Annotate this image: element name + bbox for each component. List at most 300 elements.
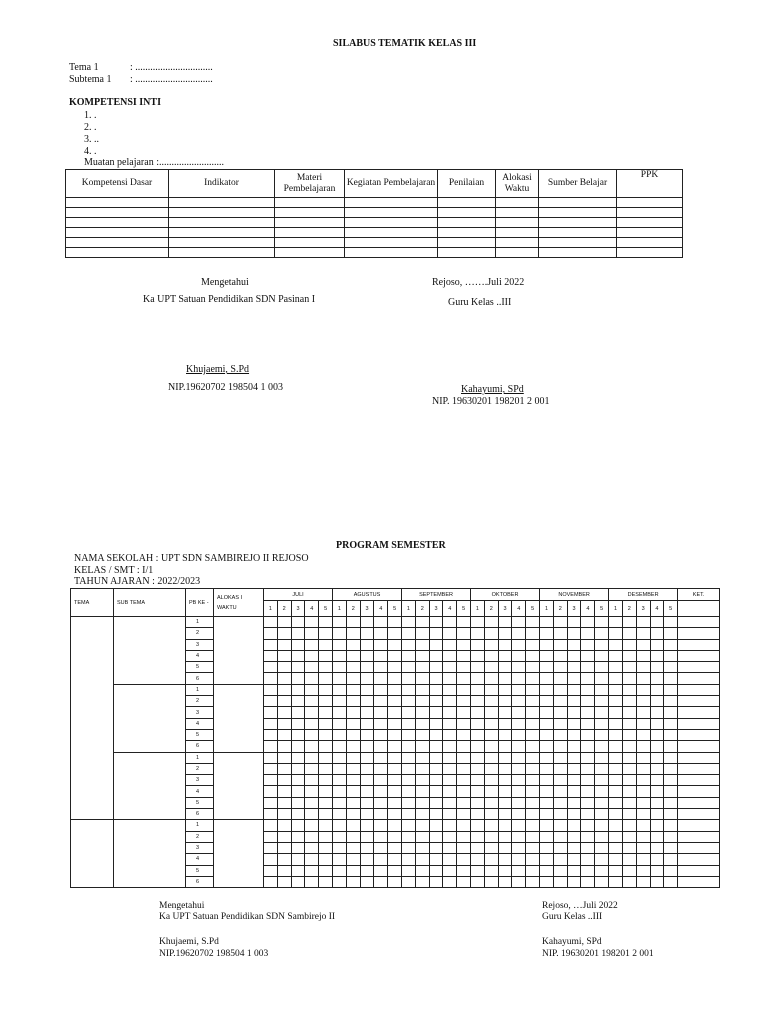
silabus-row <box>66 218 683 228</box>
week-cell <box>512 639 526 650</box>
week-cell <box>498 763 512 774</box>
week-cell <box>595 628 609 639</box>
week-cell <box>443 854 457 865</box>
week-cell <box>664 809 678 820</box>
col-tema: TEMA <box>71 589 114 617</box>
week-cell <box>402 650 416 661</box>
week-cell <box>540 650 554 661</box>
week-cell <box>333 696 347 707</box>
week-cell <box>360 696 374 707</box>
silabus-cell <box>438 218 496 228</box>
week-cell <box>457 854 471 865</box>
week-cell <box>484 684 498 695</box>
week-cell <box>429 820 443 831</box>
week-cell <box>291 752 305 763</box>
week-cell <box>388 797 402 808</box>
week-cell <box>402 865 416 876</box>
week-cell <box>553 842 567 853</box>
pb-number: 4 <box>186 718 214 729</box>
week-cell <box>443 650 457 661</box>
pb-number: 3 <box>186 707 214 718</box>
week-cell <box>277 628 291 639</box>
week-cell <box>333 797 347 808</box>
week-cell <box>595 786 609 797</box>
week-cell <box>567 729 581 740</box>
week-number: 2 <box>484 601 498 617</box>
week-cell <box>609 673 623 684</box>
week-cell <box>622 696 636 707</box>
week-cell <box>346 797 360 808</box>
week-cell <box>471 707 485 718</box>
ki-item: 1. . <box>84 110 97 121</box>
week-cell <box>415 617 429 628</box>
week-cell <box>471 662 485 673</box>
silabus-cell <box>66 248 169 258</box>
week-cell <box>650 684 664 695</box>
week-cell <box>429 628 443 639</box>
silabus-cell <box>66 218 169 228</box>
silabus-row <box>66 228 683 238</box>
week-cell <box>457 729 471 740</box>
week-cell <box>512 763 526 774</box>
silabus-cell <box>438 248 496 258</box>
week-cell <box>333 617 347 628</box>
week-cell <box>360 684 374 695</box>
week-cell <box>374 741 388 752</box>
week-cell <box>498 628 512 639</box>
week-cell <box>457 650 471 661</box>
week-cell <box>636 752 650 763</box>
week-cell <box>457 673 471 684</box>
week-cell <box>360 639 374 650</box>
week-cell <box>346 639 360 650</box>
week-cell <box>457 842 471 853</box>
week-cell <box>595 696 609 707</box>
silabus-cell <box>169 238 275 248</box>
ket-cell <box>678 854 720 865</box>
ki-item: 2. . <box>84 122 97 133</box>
silabus-table <box>65 169 683 258</box>
week-cell <box>664 696 678 707</box>
week-cell <box>650 650 664 661</box>
week-cell <box>484 628 498 639</box>
week-cell <box>471 639 485 650</box>
week-cell <box>360 662 374 673</box>
ket-cell <box>678 763 720 774</box>
week-cell <box>333 763 347 774</box>
week-cell <box>553 876 567 887</box>
week-cell <box>636 684 650 695</box>
ket-cell <box>678 696 720 707</box>
week-cell <box>595 741 609 752</box>
week-cell <box>429 842 443 853</box>
week-cell <box>457 809 471 820</box>
week-cell <box>319 696 333 707</box>
week-number: 2 <box>622 601 636 617</box>
week-cell <box>277 696 291 707</box>
week-cell <box>333 865 347 876</box>
silabus-cell <box>539 228 617 238</box>
sign-left-nip: NIP.19620702 198504 1 003 <box>168 382 284 393</box>
week-cell <box>540 707 554 718</box>
week-cell <box>443 729 457 740</box>
week-cell <box>333 854 347 865</box>
week-cell <box>388 752 402 763</box>
week-cell <box>540 763 554 774</box>
week-cell <box>374 718 388 729</box>
week-cell <box>526 797 540 808</box>
week-cell <box>264 707 278 718</box>
week-cell <box>595 617 609 628</box>
col-sumber: Sumber Belajar <box>539 170 617 198</box>
week-cell <box>498 707 512 718</box>
week-cell <box>636 854 650 865</box>
week-cell <box>512 786 526 797</box>
week-cell <box>402 786 416 797</box>
week-cell <box>609 842 623 853</box>
week-cell <box>512 628 526 639</box>
week-cell <box>360 820 374 831</box>
week-cell <box>526 775 540 786</box>
silabus-cell <box>617 238 683 248</box>
week-cell <box>264 752 278 763</box>
week-cell <box>526 820 540 831</box>
week-cell <box>402 707 416 718</box>
week-cell <box>512 673 526 684</box>
week-cell <box>471 842 485 853</box>
week-cell <box>402 718 416 729</box>
week-cell <box>498 831 512 842</box>
pb-number: 2 <box>186 696 214 707</box>
week-cell <box>512 842 526 853</box>
week-cell <box>305 842 319 853</box>
week-cell <box>443 741 457 752</box>
week-cell <box>540 876 554 887</box>
silabus-cell <box>496 218 539 228</box>
week-cell <box>609 662 623 673</box>
week-cell <box>636 809 650 820</box>
pb-number: 6 <box>186 673 214 684</box>
week-cell <box>471 650 485 661</box>
week-cell <box>319 797 333 808</box>
pb-number: 2 <box>186 831 214 842</box>
week-cell <box>595 684 609 695</box>
week-cell <box>650 639 664 650</box>
week-cell <box>498 786 512 797</box>
week-cell <box>636 662 650 673</box>
week-cell <box>526 729 540 740</box>
week-cell <box>526 752 540 763</box>
week-cell <box>595 662 609 673</box>
week-cell <box>526 673 540 684</box>
week-cell <box>636 617 650 628</box>
week-cell <box>622 707 636 718</box>
week-cell <box>471 797 485 808</box>
week-cell <box>277 650 291 661</box>
week-cell <box>622 673 636 684</box>
week-cell <box>664 707 678 718</box>
week-cell <box>581 729 595 740</box>
week-cell <box>581 854 595 865</box>
silabus-cell <box>169 248 275 258</box>
week-number: 4 <box>581 601 595 617</box>
week-cell <box>484 786 498 797</box>
week-cell <box>443 673 457 684</box>
week-cell <box>264 628 278 639</box>
week-cell <box>622 639 636 650</box>
week-cell <box>333 639 347 650</box>
week-cell <box>291 628 305 639</box>
week-cell <box>622 662 636 673</box>
week-cell <box>346 707 360 718</box>
silabus-row <box>66 238 683 248</box>
week-cell <box>415 842 429 853</box>
week-cell <box>291 820 305 831</box>
nama-sekolah: NAMA SEKOLAH : UPT SDN SAMBIREJO II REJOSO <box>74 553 309 564</box>
week-cell <box>540 797 554 808</box>
week-cell <box>277 684 291 695</box>
week-cell <box>526 786 540 797</box>
ket-cell <box>678 842 720 853</box>
pb-number: 1 <box>186 617 214 628</box>
week-cell <box>429 718 443 729</box>
week-cell <box>664 797 678 808</box>
week-cell <box>429 775 443 786</box>
pb-number: 5 <box>186 865 214 876</box>
week-cell <box>291 662 305 673</box>
week-cell <box>305 775 319 786</box>
week-cell <box>291 707 305 718</box>
week-cell <box>622 865 636 876</box>
week-cell <box>622 752 636 763</box>
week-cell <box>484 741 498 752</box>
week-cell <box>650 786 664 797</box>
subtema-label: Subtema 1 <box>69 74 112 85</box>
week-cell <box>457 628 471 639</box>
week-cell <box>609 763 623 774</box>
week-cell <box>512 809 526 820</box>
week-cell <box>471 718 485 729</box>
pb-number: 2 <box>186 763 214 774</box>
week-cell <box>388 854 402 865</box>
week-cell <box>388 820 402 831</box>
week-cell <box>609 876 623 887</box>
week-cell <box>567 775 581 786</box>
alokasi-cell <box>214 752 264 820</box>
week-cell <box>553 673 567 684</box>
week-cell <box>498 741 512 752</box>
tema-label: Tema 1 <box>69 62 99 73</box>
week-cell <box>443 831 457 842</box>
week-cell <box>567 628 581 639</box>
week-cell <box>540 865 554 876</box>
week-cell <box>609 684 623 695</box>
week-cell <box>636 729 650 740</box>
pb-number: 4 <box>186 786 214 797</box>
col-kegiatan: Kegiatan Pembelajaran <box>345 170 438 198</box>
week-cell <box>277 741 291 752</box>
week-cell <box>388 684 402 695</box>
silabus-cell <box>66 238 169 248</box>
week-cell <box>567 617 581 628</box>
week-cell <box>526 718 540 729</box>
week-cell <box>374 876 388 887</box>
week-cell <box>567 854 581 865</box>
week-cell <box>264 662 278 673</box>
week-cell <box>305 662 319 673</box>
week-cell <box>277 763 291 774</box>
week-cell <box>512 662 526 673</box>
week-cell <box>609 718 623 729</box>
ki-heading: KOMPETENSI INTI <box>69 97 161 108</box>
ket-cell <box>678 797 720 808</box>
week-cell <box>388 707 402 718</box>
week-cell <box>388 696 402 707</box>
week-cell <box>319 842 333 853</box>
week-cell <box>374 865 388 876</box>
week-cell <box>305 763 319 774</box>
silabus-cell <box>438 198 496 208</box>
week-cell <box>498 639 512 650</box>
week-cell <box>498 696 512 707</box>
ket-cell <box>678 876 720 887</box>
week-cell <box>595 842 609 853</box>
week-cell <box>650 752 664 763</box>
week-cell <box>374 707 388 718</box>
ket-cell <box>678 650 720 661</box>
week-cell <box>291 842 305 853</box>
silabus-cell <box>539 248 617 258</box>
ps-sign-date: Rejoso, …Juli 2022 <box>542 901 618 911</box>
week-number: 4 <box>305 601 319 617</box>
muatan-pelajaran: Muatan pelajaran :.......................... <box>84 157 224 168</box>
week-cell <box>595 831 609 842</box>
week-cell <box>540 718 554 729</box>
week-cell <box>264 842 278 853</box>
ps-sign-guru-kelas: Guru Kelas ..III <box>542 912 603 922</box>
week-cell <box>402 831 416 842</box>
week-cell <box>346 684 360 695</box>
week-cell <box>429 831 443 842</box>
week-cell <box>540 842 554 853</box>
week-cell <box>636 707 650 718</box>
week-cell <box>498 684 512 695</box>
table-row <box>71 752 720 763</box>
week-cell <box>664 842 678 853</box>
week-cell <box>650 729 664 740</box>
silabus-cell <box>345 198 438 208</box>
week-cell <box>333 786 347 797</box>
week-cell <box>636 831 650 842</box>
week-cell <box>305 696 319 707</box>
week-cell <box>526 639 540 650</box>
week-cell <box>457 786 471 797</box>
week-cell <box>484 809 498 820</box>
week-cell <box>471 628 485 639</box>
week-cell <box>567 673 581 684</box>
week-cell <box>333 729 347 740</box>
week-cell <box>650 696 664 707</box>
week-cell <box>346 718 360 729</box>
week-cell <box>512 820 526 831</box>
week-cell <box>581 617 595 628</box>
week-cell <box>567 831 581 842</box>
week-cell <box>553 729 567 740</box>
week-cell <box>567 809 581 820</box>
week-cell <box>650 673 664 684</box>
week-cell <box>360 729 374 740</box>
month-september: SEPTEMBER <box>402 589 471 601</box>
ket-cell <box>678 628 720 639</box>
week-cell <box>264 786 278 797</box>
week-cell <box>484 797 498 808</box>
week-cell <box>622 831 636 842</box>
week-cell <box>622 763 636 774</box>
week-cell <box>443 718 457 729</box>
week-cell <box>553 763 567 774</box>
week-cell <box>664 741 678 752</box>
week-cell <box>415 718 429 729</box>
week-cell <box>264 741 278 752</box>
week-cell <box>402 820 416 831</box>
week-cell <box>664 775 678 786</box>
week-cell <box>609 639 623 650</box>
week-cell <box>305 752 319 763</box>
pb-number: 5 <box>186 797 214 808</box>
week-cell <box>622 797 636 808</box>
subtema-cell <box>114 684 186 752</box>
week-cell <box>429 729 443 740</box>
week-cell <box>277 831 291 842</box>
week-cell <box>333 741 347 752</box>
week-cell <box>305 854 319 865</box>
week-cell <box>540 752 554 763</box>
col-ket: KET. <box>678 589 720 601</box>
week-cell <box>429 639 443 650</box>
week-cell <box>567 684 581 695</box>
week-cell <box>264 696 278 707</box>
week-cell <box>443 797 457 808</box>
week-cell <box>498 876 512 887</box>
col-materi: Materi Pembelajaran <box>275 170 345 198</box>
week-cell <box>333 650 347 661</box>
week-cell <box>636 718 650 729</box>
week-cell <box>291 786 305 797</box>
week-cell <box>305 684 319 695</box>
week-cell <box>319 684 333 695</box>
week-cell <box>567 876 581 887</box>
week-cell <box>402 775 416 786</box>
week-cell <box>429 865 443 876</box>
week-cell <box>346 673 360 684</box>
week-cell <box>484 831 498 842</box>
week-cell <box>471 854 485 865</box>
week-number: 4 <box>512 601 526 617</box>
week-cell <box>553 820 567 831</box>
week-cell <box>498 673 512 684</box>
week-cell <box>567 865 581 876</box>
week-cell <box>581 696 595 707</box>
week-cell <box>360 650 374 661</box>
week-cell <box>484 729 498 740</box>
week-cell <box>388 741 402 752</box>
week-cell <box>319 650 333 661</box>
week-cell <box>333 842 347 853</box>
ket-cell <box>678 809 720 820</box>
week-cell <box>443 876 457 887</box>
week-cell <box>402 673 416 684</box>
week-cell <box>471 786 485 797</box>
